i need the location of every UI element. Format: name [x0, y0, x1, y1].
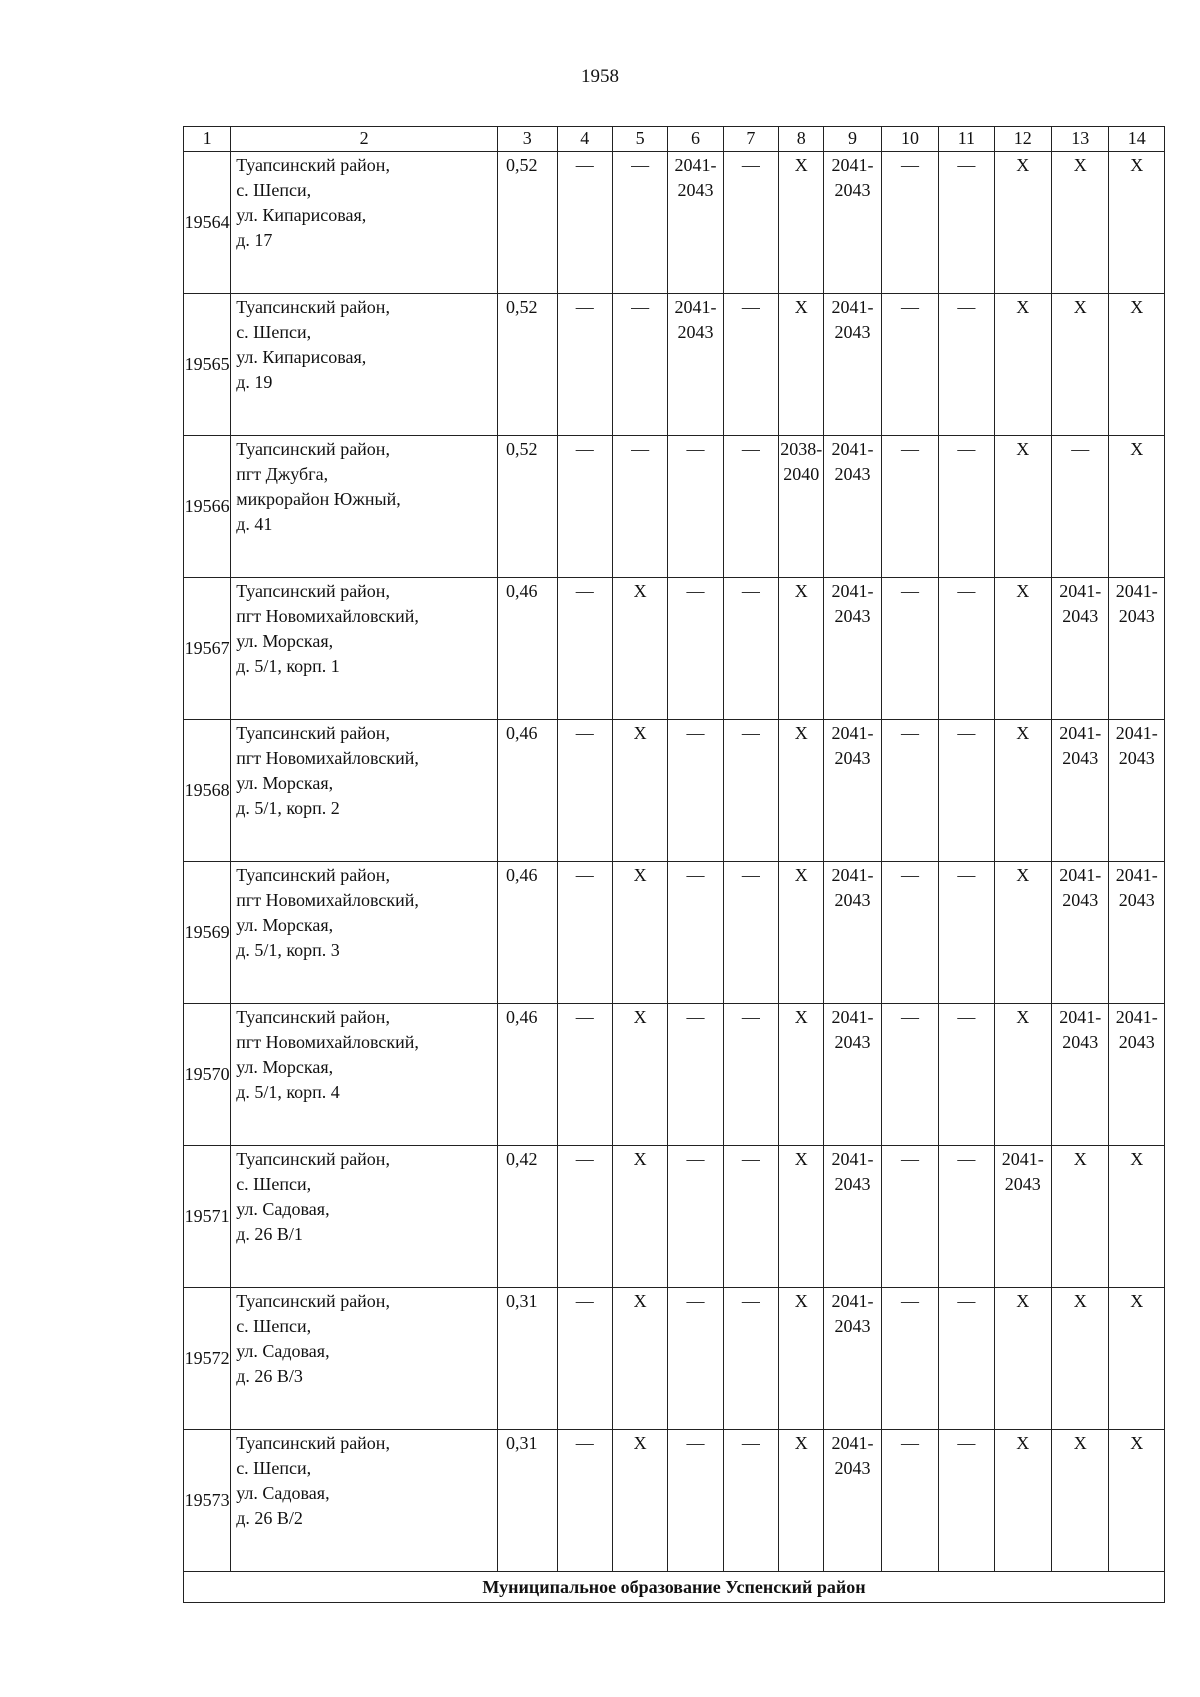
table-row — [184, 1004, 1165, 1146]
value-cell-col-13: 2041- 2043 — [1052, 862, 1109, 1004]
value-cell-col-7: — — [723, 1146, 778, 1288]
area-cell: 0,42 — [497, 1146, 557, 1288]
value-cell-col-9: 2041- 2043 — [824, 1004, 881, 1146]
address-line: Туапсинский район, — [236, 723, 390, 743]
value-cell-col-11: — — [939, 152, 994, 294]
column-header-3: 3 — [497, 127, 557, 152]
area-cell: 0,46 — [497, 1004, 557, 1146]
address-line: ул. Садовая, — [236, 1483, 330, 1503]
address-line: с. Шепси, — [236, 180, 312, 200]
value-cell-col-14: X — [1109, 294, 1165, 436]
value-cell-col-4: — — [557, 436, 612, 578]
address-line: пгт Новомихайловский, — [236, 748, 419, 768]
value-cell-col-4: — — [557, 578, 612, 720]
value-cell-col-13: 2041- 2043 — [1052, 578, 1109, 720]
column-header-10: 10 — [881, 127, 938, 152]
area-cell: 0,52 — [497, 436, 557, 578]
value-cell-col-5: — — [612, 436, 667, 578]
address-cell — [231, 720, 498, 862]
value-cell-col-11: — — [939, 1146, 994, 1288]
area-cell: 0,46 — [497, 862, 557, 1004]
address-line: д. 5/1, корп. 3 — [236, 940, 340, 960]
address-line: с. Шепси, — [236, 322, 312, 342]
value-cell-col-12: X — [994, 1288, 1051, 1430]
area-cell: 0,31 — [497, 1430, 557, 1572]
value-cell-col-14: X — [1109, 152, 1165, 294]
value-cell-col-10: — — [881, 862, 938, 1004]
value-cell-col-10: — — [881, 578, 938, 720]
value-cell-col-5: X — [612, 1004, 667, 1146]
table-row — [184, 1288, 1165, 1430]
header-row — [184, 127, 1165, 152]
column-header-12: 12 — [994, 127, 1051, 152]
address-cell — [231, 578, 498, 720]
address-cell — [231, 436, 498, 578]
value-cell-col-13: X — [1052, 1430, 1109, 1572]
address-line: д. 5/1, корп. 1 — [236, 656, 340, 676]
value-cell-col-5: — — [612, 294, 667, 436]
value-cell-col-13: X — [1052, 152, 1109, 294]
row-number: 19564 — [184, 152, 231, 294]
value-cell-col-6: — — [668, 578, 723, 720]
column-header-13: 13 — [1052, 127, 1109, 152]
value-cell-col-13: X — [1052, 294, 1109, 436]
value-cell-col-12: X — [994, 294, 1051, 436]
row-number: 19572 — [184, 1288, 231, 1430]
value-cell-col-12: X — [994, 578, 1051, 720]
address-line: д. 26 В/2 — [236, 1508, 303, 1528]
value-cell-col-10: — — [881, 1146, 938, 1288]
address-line: Туапсинский район, — [236, 1433, 390, 1453]
value-cell-col-10: — — [881, 436, 938, 578]
value-cell-col-4: — — [557, 862, 612, 1004]
value-cell-col-7: — — [723, 436, 778, 578]
value-cell-col-5: X — [612, 1430, 667, 1572]
address-line: Туапсинский район, — [236, 439, 390, 459]
address-line: пгт Новомихайловский, — [236, 606, 419, 626]
value-cell-col-5: X — [612, 862, 667, 1004]
address-line: ул. Морская, — [236, 1057, 334, 1077]
row-number: 19571 — [184, 1146, 231, 1288]
area-cell: 0,52 — [497, 152, 557, 294]
value-cell-col-11: — — [939, 1430, 994, 1572]
value-cell-col-7: — — [723, 862, 778, 1004]
value-cell-col-14: X — [1109, 1430, 1165, 1572]
value-cell-col-13: 2041- 2043 — [1052, 720, 1109, 862]
address-line: ул. Садовая, — [236, 1199, 330, 1219]
value-cell-col-13: — — [1052, 436, 1109, 578]
value-cell-col-10: — — [881, 1430, 938, 1572]
value-cell-col-14: 2041- 2043 — [1109, 1004, 1165, 1146]
value-cell-col-9: 2041- 2043 — [824, 436, 881, 578]
address-cell — [231, 1004, 498, 1146]
value-cell-col-8: X — [779, 1430, 824, 1572]
value-cell-col-11: — — [939, 294, 994, 436]
row-number: 19565 — [184, 294, 231, 436]
column-header-2: 2 — [231, 127, 498, 152]
value-cell-col-7: — — [723, 578, 778, 720]
value-cell-col-9: 2041- 2043 — [824, 1430, 881, 1572]
column-header-6: 6 — [668, 127, 723, 152]
address-line: Туапсинский район, — [236, 581, 390, 601]
row-number: 19568 — [184, 720, 231, 862]
row-number: 19573 — [184, 1430, 231, 1572]
value-cell-col-7: — — [723, 1004, 778, 1146]
address-cell — [231, 1146, 498, 1288]
value-cell-col-12: 2041- 2043 — [994, 1146, 1051, 1288]
value-cell-col-14: X — [1109, 1288, 1165, 1430]
value-cell-col-6: — — [668, 1146, 723, 1288]
value-cell-col-12: X — [994, 720, 1051, 862]
value-cell-col-6: — — [668, 862, 723, 1004]
page-number: 1958 — [581, 66, 619, 87]
value-cell-col-12: X — [994, 1430, 1051, 1572]
value-cell-col-14: 2041- 2043 — [1109, 578, 1165, 720]
value-cell-col-12: X — [994, 1004, 1051, 1146]
value-cell-col-6: 2041- 2043 — [668, 152, 723, 294]
address-line: с. Шепси, — [236, 1174, 312, 1194]
value-cell-col-4: — — [557, 1430, 612, 1572]
row-number: 19569 — [184, 862, 231, 1004]
address-line: ул. Морская, — [236, 915, 334, 935]
column-header-5: 5 — [612, 127, 667, 152]
address-cell — [231, 1430, 498, 1572]
value-cell-col-6: — — [668, 1288, 723, 1430]
value-cell-col-5: X — [612, 1288, 667, 1430]
value-cell-col-14: 2041- 2043 — [1109, 720, 1165, 862]
value-cell-col-8: X — [779, 1146, 824, 1288]
address-cell — [231, 862, 498, 1004]
address-line: с. Шепси, — [236, 1458, 312, 1478]
address-line: д. 26 В/3 — [236, 1366, 303, 1386]
address-line: ул. Кипарисовая, — [236, 205, 367, 225]
value-cell-col-4: — — [557, 294, 612, 436]
value-cell-col-9: 2041- 2043 — [824, 720, 881, 862]
address-line: д. 41 — [236, 514, 273, 534]
column-header-8: 8 — [779, 127, 824, 152]
value-cell-col-13: X — [1052, 1288, 1109, 1430]
value-cell-col-12: X — [994, 436, 1051, 578]
row-number: 19566 — [184, 436, 231, 578]
value-cell-col-5: — — [612, 152, 667, 294]
value-cell-col-6: — — [668, 436, 723, 578]
table-row — [184, 152, 1165, 294]
address-line: ул. Морская, — [236, 773, 334, 793]
address-line: с. Шепси, — [236, 1316, 312, 1336]
address-line: Туапсинский район, — [236, 1291, 390, 1311]
value-cell-col-8: X — [779, 152, 824, 294]
address-cell — [231, 1288, 498, 1430]
address-line: Туапсинский район, — [236, 1007, 390, 1027]
address-cell — [231, 294, 498, 436]
section-footer-row — [184, 1572, 1165, 1603]
value-cell-col-6: — — [668, 1004, 723, 1146]
value-cell-col-10: — — [881, 1004, 938, 1146]
table-row — [184, 294, 1165, 436]
value-cell-col-8: X — [779, 294, 824, 436]
address-line: микрорайон Южный, — [236, 489, 401, 509]
table-row — [184, 1430, 1165, 1572]
value-cell-col-7: — — [723, 1288, 778, 1430]
table-row — [184, 720, 1165, 862]
value-cell-col-11: — — [939, 436, 994, 578]
value-cell-col-14: X — [1109, 436, 1165, 578]
value-cell-col-11: — — [939, 1004, 994, 1146]
table-row — [184, 862, 1165, 1004]
value-cell-col-9: 2041- 2043 — [824, 1288, 881, 1430]
column-header-1: 1 — [184, 127, 231, 152]
value-cell-col-7: — — [723, 152, 778, 294]
value-cell-col-11: — — [939, 862, 994, 1004]
value-cell-col-8: X — [779, 1288, 824, 1430]
address-line: ул. Морская, — [236, 631, 334, 651]
value-cell-col-4: — — [557, 1288, 612, 1430]
value-cell-col-9: 2041- 2043 — [824, 152, 881, 294]
value-cell-col-10: — — [881, 294, 938, 436]
value-cell-col-6: 2041- 2043 — [668, 294, 723, 436]
value-cell-col-4: — — [557, 1004, 612, 1146]
value-cell-col-11: — — [939, 1288, 994, 1430]
value-cell-col-7: — — [723, 1430, 778, 1572]
value-cell-col-9: 2041- 2043 — [824, 1146, 881, 1288]
column-number-header — [184, 127, 1165, 152]
table-row — [184, 1146, 1165, 1288]
value-cell-col-12: X — [994, 152, 1051, 294]
value-cell-col-6: — — [668, 720, 723, 862]
address-cell — [231, 152, 498, 294]
address-line: Туапсинский район, — [236, 155, 390, 175]
value-cell-col-7: — — [723, 720, 778, 862]
row-number: 19570 — [184, 1004, 231, 1146]
value-cell-col-11: — — [939, 578, 994, 720]
section-footer: Муниципальное образование Успенский район — [184, 1572, 1165, 1603]
registry-table — [183, 126, 1165, 1603]
value-cell-col-9: 2041- 2043 — [824, 862, 881, 1004]
area-cell: 0,31 — [497, 1288, 557, 1430]
address-line: ул. Садовая, — [236, 1341, 330, 1361]
value-cell-col-10: — — [881, 720, 938, 862]
value-cell-col-9: 2041- 2043 — [824, 294, 881, 436]
address-line: Туапсинский район, — [236, 865, 390, 885]
value-cell-col-6: — — [668, 1430, 723, 1572]
table-row — [184, 436, 1165, 578]
address-line: Туапсинский район, — [236, 297, 390, 317]
value-cell-col-8: 2038- 2040 — [779, 436, 824, 578]
column-header-14: 14 — [1109, 127, 1165, 152]
address-line: д. 5/1, корп. 2 — [236, 798, 340, 818]
value-cell-col-4: — — [557, 720, 612, 862]
address-line: д. 26 В/1 — [236, 1224, 303, 1244]
table-row — [184, 578, 1165, 720]
area-cell: 0,52 — [497, 294, 557, 436]
address-line: ул. Кипарисовая, — [236, 347, 367, 367]
value-cell-col-8: X — [779, 720, 824, 862]
column-header-11: 11 — [939, 127, 994, 152]
address-line: пгт Новомихайловский, — [236, 1032, 419, 1052]
value-cell-col-8: X — [779, 578, 824, 720]
address-line: пгт Джубга, — [236, 464, 329, 484]
value-cell-col-5: X — [612, 1146, 667, 1288]
value-cell-col-8: X — [779, 1004, 824, 1146]
value-cell-col-12: X — [994, 862, 1051, 1004]
value-cell-col-9: 2041- 2043 — [824, 578, 881, 720]
address-line: д. 19 — [236, 372, 273, 392]
row-number: 19567 — [184, 578, 231, 720]
value-cell-col-7: — — [723, 294, 778, 436]
column-header-9: 9 — [824, 127, 881, 152]
address-line: пгт Новомихайловский, — [236, 890, 419, 910]
value-cell-col-14: X — [1109, 1146, 1165, 1288]
value-cell-col-4: — — [557, 1146, 612, 1288]
value-cell-col-5: X — [612, 578, 667, 720]
address-line: Туапсинский район, — [236, 1149, 390, 1169]
area-cell: 0,46 — [497, 578, 557, 720]
address-line: д. 17 — [236, 230, 273, 250]
value-cell-col-4: — — [557, 152, 612, 294]
column-header-4: 4 — [557, 127, 612, 152]
column-header-7: 7 — [723, 127, 778, 152]
value-cell-col-10: — — [881, 1288, 938, 1430]
value-cell-col-13: 2041- 2043 — [1052, 1004, 1109, 1146]
area-cell: 0,46 — [497, 720, 557, 862]
value-cell-col-5: X — [612, 720, 667, 862]
address-line: д. 5/1, корп. 4 — [236, 1082, 340, 1102]
value-cell-col-11: — — [939, 720, 994, 862]
value-cell-col-13: X — [1052, 1146, 1109, 1288]
value-cell-col-14: 2041- 2043 — [1109, 862, 1165, 1004]
value-cell-col-10: — — [881, 152, 938, 294]
value-cell-col-8: X — [779, 862, 824, 1004]
table-body — [184, 152, 1165, 1603]
